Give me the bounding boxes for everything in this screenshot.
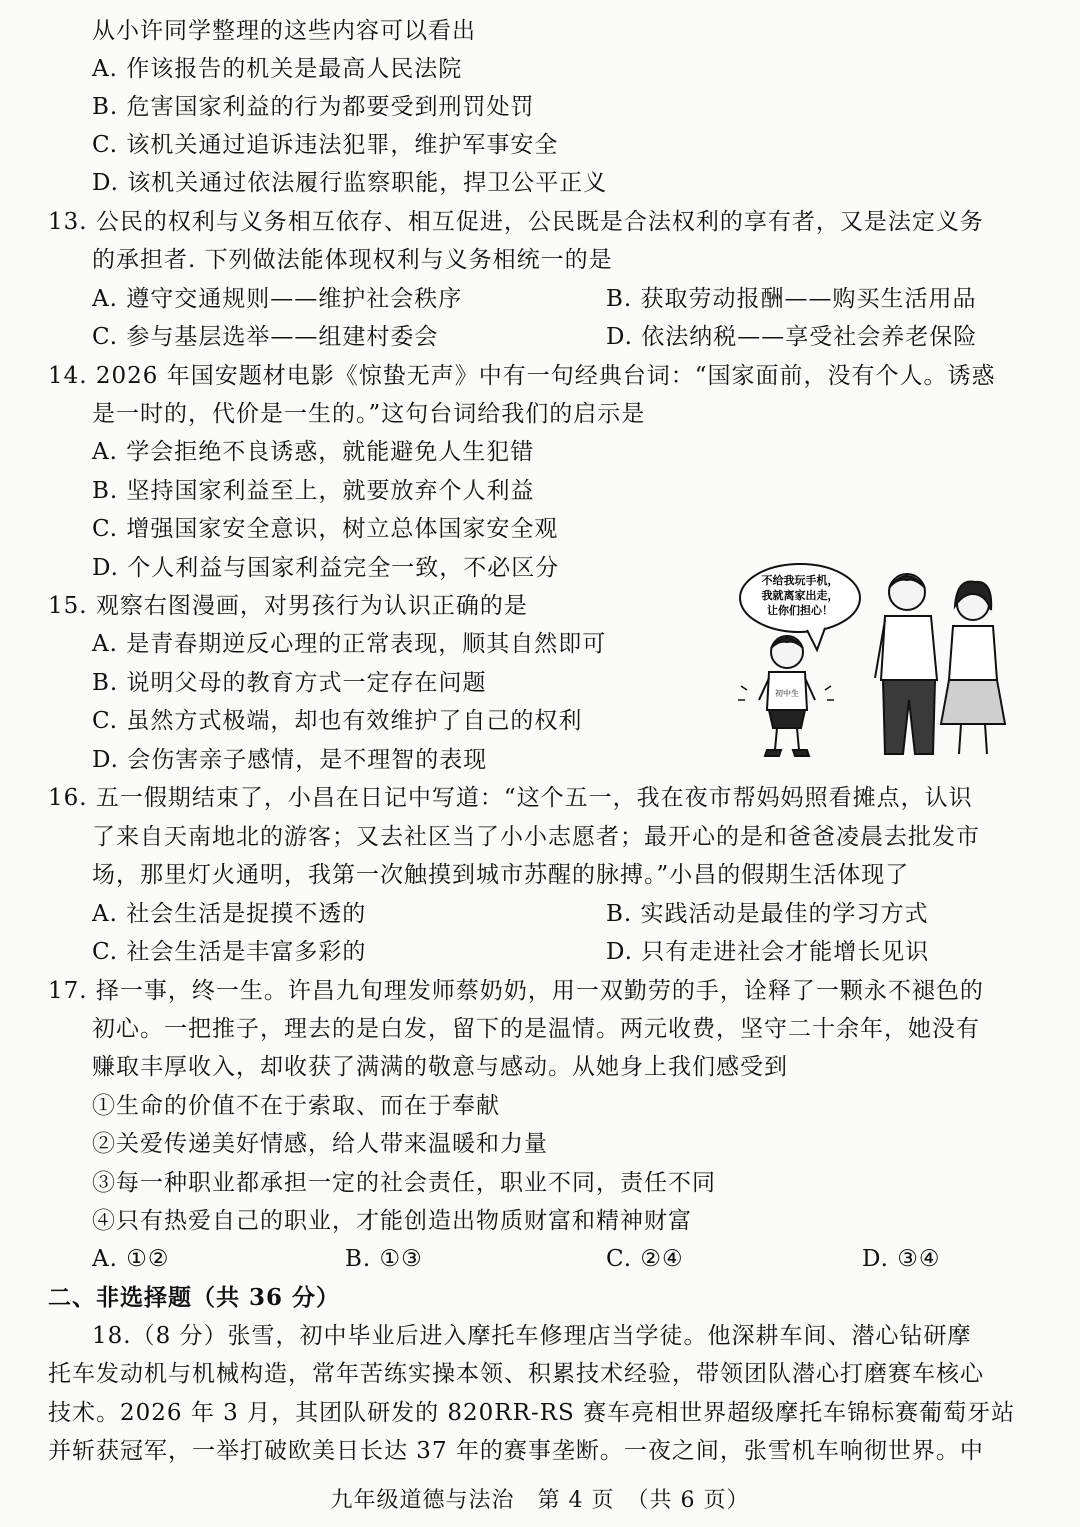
q12-option-a: A. 作该报告的机关是最高人民法院 bbox=[92, 56, 463, 82]
q17-option-d: D. ③④ bbox=[862, 1246, 941, 1272]
q17-stem-line1: 17. 择一事，终一生。许昌九旬理发师蔡奶奶，用一双勤劳的手，诠释了一颗永不褪色的 bbox=[48, 978, 984, 1004]
page-footer: 九年级道德与法治 第 4 页 （共 6 页） bbox=[330, 1488, 750, 1513]
q16-stem-line3: 场，那里灯火通明，我第一次触摸到城市苏醒的脉搏。”小昌的假期生活体现了 bbox=[92, 862, 910, 888]
q16-option-a: A. 社会生活是捉摸不透的 bbox=[92, 901, 367, 927]
q16-option-d: D. 只有走进社会才能增长见识 bbox=[606, 939, 930, 965]
q16-option-c: C. 社会生活是丰富多彩的 bbox=[92, 939, 367, 965]
q12-option-d: D. 该机关通过依法履行监察职能，捍卫公平正义 bbox=[92, 170, 608, 196]
q17-item-3: ③每一种职业都承担一定的社会责任，职业不同，责任不同 bbox=[92, 1170, 716, 1196]
q17-item-1: ①生命的价值不在于索取、而在于奉献 bbox=[92, 1093, 500, 1119]
q12-option-c: C. 该机关通过追诉违法犯罪，维护军事安全 bbox=[92, 132, 559, 158]
bubble-line3: 让你们担心！ bbox=[767, 604, 833, 617]
q13-stem-line2: 的承担者. 下列做法能体现权利与义务相统一的是 bbox=[92, 247, 613, 273]
q17-stem-line3: 赚取丰厚收入，却收获了满满的敬意与感动。从她身上我们感受到 bbox=[92, 1054, 788, 1080]
q18-stem-line3: 技术。2026 年 3 月，其团队研发的 820RR-RS 赛车亮相世界超级摩托车锦标赛葡萄牙站 bbox=[48, 1400, 1016, 1426]
q12-stem-tail: 从小许同学整理的这些内容可以看出 bbox=[92, 18, 476, 44]
q18-stem-line1: 18.（8 分）张雪，初中毕业后进入摩托车修理店当学徒。他深耕车间、潜心钻研摩 bbox=[92, 1323, 972, 1349]
boy-figure bbox=[738, 636, 834, 756]
q14-stem-line1: 14. 2026 年国安题材电影《惊蛰无声》中有一句经典台词：“国家面前，没有个人。诱惑 bbox=[48, 363, 996, 389]
q17-option-a: A. ①② bbox=[92, 1246, 170, 1272]
q17-stem-line2: 初心。一把推子，理去的是白发，留下的是温情。两元收费，坚守二十余年，她没有 bbox=[92, 1016, 980, 1042]
q12-option-b: B. 危害国家利益的行为都要受到刑罚处罚 bbox=[92, 94, 535, 120]
q16-stem-line1: 16. 五一假期结束了，小昌在日记中写道：“这个五一，我在夜市帮妈妈照看摊点，认识 bbox=[48, 785, 973, 811]
q17-item-4: ④只有热爱自己的职业，才能创造出物质财富和精神财富 bbox=[92, 1208, 692, 1234]
q13-stem-line1: 13. 公民的权利与义务相互依存、相互促进，公民既是合法权利的享有者，又是法定义务 bbox=[48, 209, 984, 235]
q13-option-b: B. 获取劳动报酬——购买生活用品 bbox=[606, 286, 977, 312]
section2-title: 二、非选择题（共 36 分） bbox=[48, 1284, 341, 1311]
q18-stem-line2: 托车发动机与机械构造，常年苦练实操本领、积累技术经验，带领团队潜心打磨赛车核心 bbox=[48, 1361, 984, 1387]
q13-option-a: A. 遵守交通规则——维护社会秩序 bbox=[92, 286, 463, 312]
q13-option-c: C. 参与基层选举——组建村委会 bbox=[92, 324, 439, 350]
q14-option-b: B. 坚持国家利益至上，就要放弃个人利益 bbox=[92, 478, 535, 504]
q14-option-c: C. 增强国家安全意识，树立总体国家安全观 bbox=[92, 516, 559, 542]
q16-option-b: B. 实践活动是最佳的学习方式 bbox=[606, 901, 929, 927]
bubble-line1: 不给我玩手机， bbox=[761, 574, 839, 587]
q16-stem-line2: 了来自天南地北的游客；又去社区当了小小志愿者；最开心的是和爸爸凌晨去批发市 bbox=[92, 824, 980, 850]
q18-stem-line4: 并斩获冠军，一举打破欧美日长达 37 年的赛事垄断。一夜之间，张雪机车响彻世界。中 bbox=[48, 1438, 984, 1464]
q17-item-2: ②关爱传递美好情感，给人带来温暖和力量 bbox=[92, 1131, 548, 1157]
q15-option-c: C. 虽然方式极端，却也有效维护了自己的权利 bbox=[92, 708, 583, 734]
q13-option-d: D. 依法纳税——享受社会养老保险 bbox=[606, 324, 978, 350]
q14-stem-line2: 是一时的，代价是一生的。”这句台词给我们的启示是 bbox=[92, 401, 646, 427]
cartoon-illustration bbox=[735, 560, 1025, 765]
q17-option-c: C. ②④ bbox=[606, 1246, 684, 1272]
q15-option-b: B. 说明父母的教育方式一定存在问题 bbox=[92, 670, 487, 696]
q14-option-a: A. 学会拒绝不良诱惑，就能避免人生犯错 bbox=[92, 439, 535, 465]
q14-option-d: D. 个人利益与国家利益完全一致，不必区分 bbox=[92, 555, 560, 581]
boy-shirt-label: 初中生 bbox=[775, 689, 799, 698]
father-figure bbox=[875, 574, 937, 754]
speech-bubble bbox=[740, 564, 860, 650]
q15-option-a: A. 是青春期逆反心理的正常表现，顺其自然即可 bbox=[92, 631, 607, 657]
bubble-line2: 我就离家出走， bbox=[761, 589, 839, 602]
mother-figure bbox=[941, 582, 1005, 755]
q17-option-b: B. ①③ bbox=[345, 1246, 423, 1272]
q15-stem: 15. 观察右图漫画，对男孩行为认识正确的是 bbox=[48, 593, 528, 619]
q15-option-d: D. 会伤害亲子感情，是不理智的表现 bbox=[92, 747, 488, 773]
